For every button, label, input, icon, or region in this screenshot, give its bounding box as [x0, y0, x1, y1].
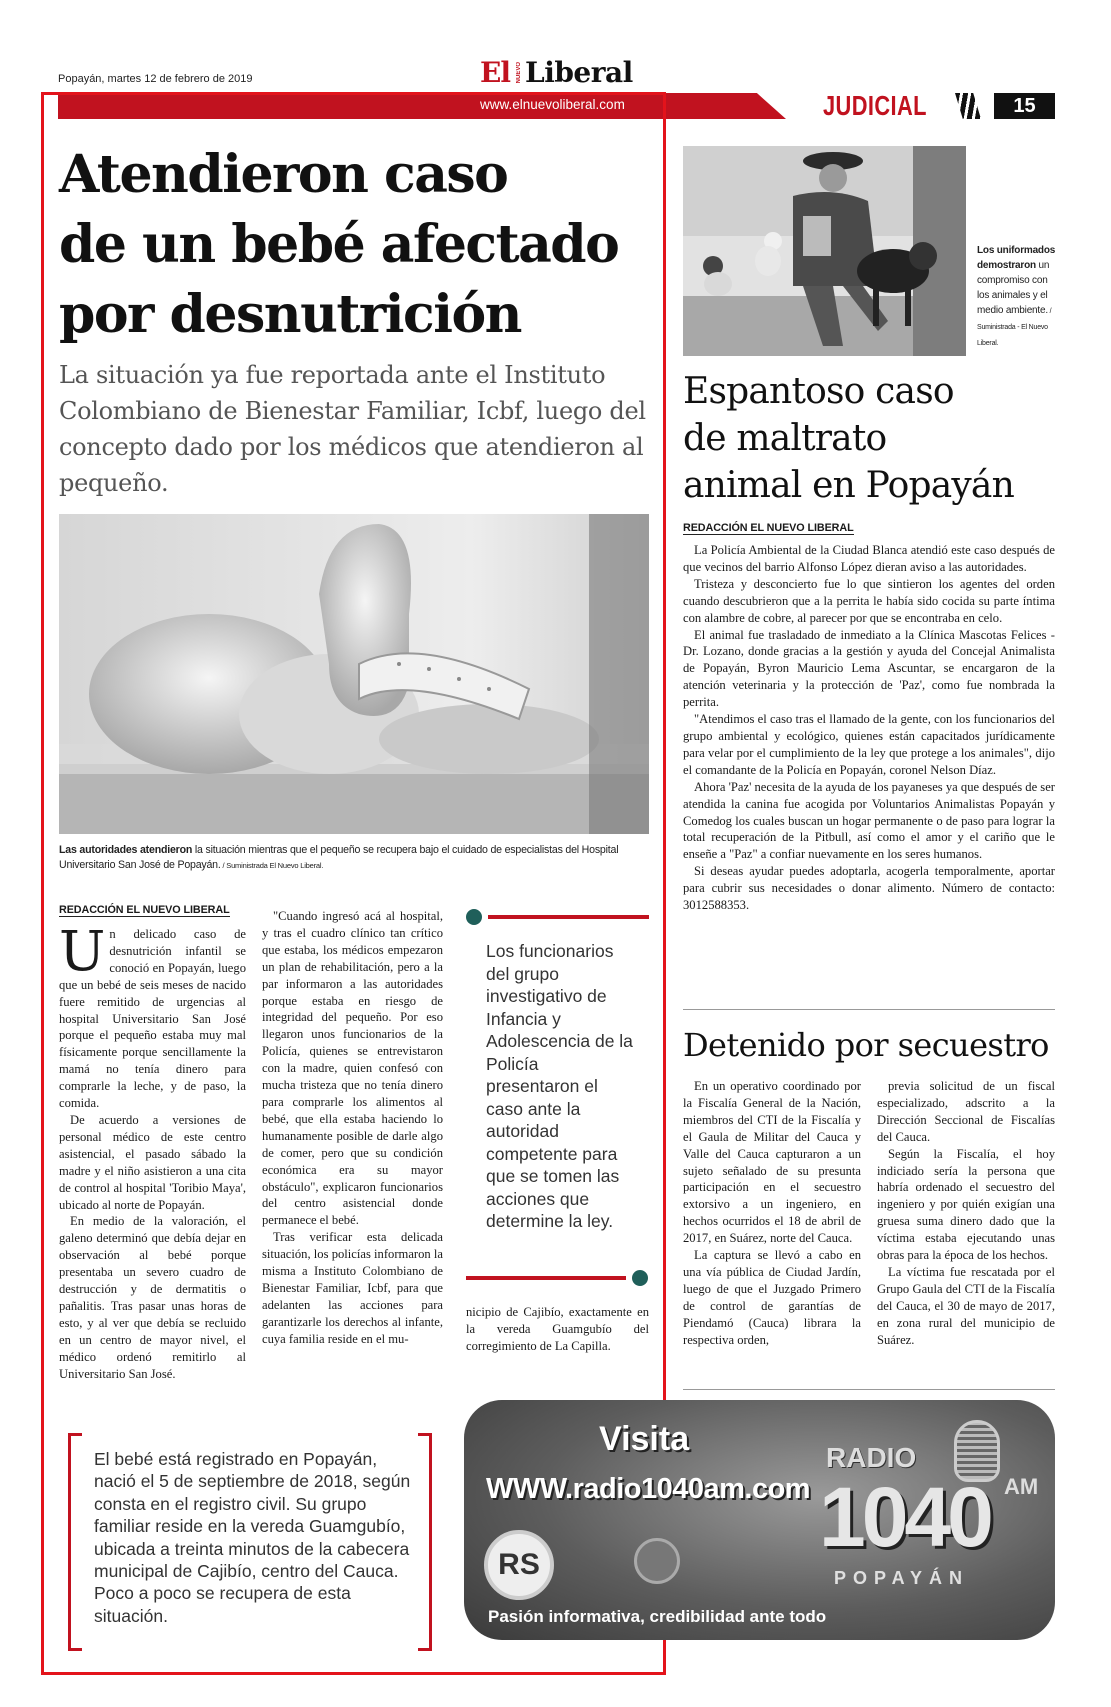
- section-divider-stripes: [955, 93, 981, 119]
- headline-line: por desnutrición: [59, 284, 521, 345]
- ad-city: POPAYÁN: [834, 1568, 970, 1588]
- paragraph: En medio de la valoración, el galeno determinó que debía dejar en observación al bebé porque presentaba un severo cuadro de destrucción y de dermatitis o pañalitis. Tras pasar unas horas de esto, y al ver que debía se recluido en un centro de mayor nivel, el médico ordenó remitirlo al Universitario San José.: [59, 1214, 246, 1381]
- column-divider: [683, 1389, 1055, 1390]
- police-with-dogs-illustration: [683, 146, 966, 356]
- main-subhead: La situación ya fue reportada ante el Instituto Colombiano de Bienestar Familiar, Icbf, luego del concepto dado por los médicos que atendieron al pequeño.: [59, 361, 646, 497]
- caption-bold: Los uniformados demostraron: [977, 245, 1056, 271]
- issue-date: Popayán, martes 12 de febrero de 2019: [58, 73, 253, 85]
- story2-body: [683, 542, 1055, 914]
- ad-radio: RADIO: [826, 1442, 917, 1473]
- ad-url[interactable]: WWW.radio1040am.com: [486, 1473, 811, 1505]
- broadcast-icon: [634, 1538, 680, 1584]
- logo-nuevo: NUEVO: [516, 62, 522, 84]
- headline-line: Espantoso caso: [683, 371, 954, 412]
- paragraph: previa solicitud de un fiscal especializado, adscrito a la Dirección Seccional de Fiscalías del Cauca.: [877, 1079, 1055, 1144]
- paragraph: En un operativo coordinado por la Fiscalía General de la Nación, miembros del CTI de la Fiscalía y el Gaula de Militar del Cauca y Valle del Cauca capturaron a un sujeto señalado de su presunta participación en el secuestro extorsivo a un ingeniero, en hechos ocurridos el 18 de abril de 2017, en Suárez, norte del Cauca.: [683, 1079, 861, 1246]
- pullquote-dot: [466, 909, 482, 925]
- story2-headline: [683, 368, 1014, 509]
- paragraph: nicipio de Cajibío, exactamente en la vereda Guamgubío del corregimiento de La Capilla.: [466, 1305, 649, 1353]
- story2-byline: REDACCIÓN EL NUEVO LIBERAL: [683, 522, 854, 534]
- story3-col-2: [877, 1078, 1055, 1349]
- paragraph: Si deseas ayudar puedes adoptarla, acogerla temporalmente, aportar para cubrir sus necesidades o donar alimento. Número de contacto: 3012588353.: [683, 864, 1055, 913]
- paragraph: La víctima fue rescatada por el Grupo Gaula del CTI de la Fiscalía del Cauca, el 30 de mayo de 2017, en zona rural del municipio de Suárez.: [877, 1264, 1055, 1347]
- photo-caption: [59, 843, 649, 873]
- main-col-2: [262, 908, 443, 1348]
- paragraph: n delicado caso de desnutrición infantil se conoció en Popayán, luego que un bebé de seis meses de nacido fuere remitido de urgencias al hospital Universitario San José porque el pequeño estaba muy mal físicamente porque sencillamente la mamá no tenía dinero para comprarle la leche, y de paso, la comida.: [59, 927, 246, 1111]
- police-dog-photo: [683, 146, 966, 356]
- rs-logo: [484, 1530, 554, 1600]
- paragraph: La captura se llevó a cabo en una vía pública de Ciudad Jardín, luego de que el Juzgado Primero de control de garantías de Piendamó (Cauca) librara la respectiva orden,: [683, 1248, 861, 1347]
- website-url[interactable]: www.elnuevoliberal.com: [480, 97, 625, 112]
- logo-el: El: [480, 56, 510, 89]
- story2-photo-caption: [977, 243, 1057, 351]
- column-divider: [683, 1009, 1055, 1010]
- paragraph: "Cuando ingresó acá al hospital, y tras el cuadro clínico tan crítico que estaba, los médicos empezaron un plan de rehabilitación, pero a la par informaron a las autoridades porque estaba en riesgo de integridad del pequeño. Por eso llegaron unos funcionarios de la Policía, quienes se entrevistaron con la madre, quien confesó con mucha tristeza que no tenía dinero para comprarle los alimentos al bebé, que ella estaba haciendo lo humanamente posible de darle algo de comer, pero que su condición económica era su mayor obstáculo", explicaron funcionarios del centro asistencial donde permanece el bebé.: [262, 909, 443, 1228]
- ad-freq: 1040: [819, 1470, 990, 1564]
- rs-logo-text: RS: [498, 1548, 540, 1581]
- main-col-3: [466, 1304, 649, 1355]
- boxout-bracket-left: [68, 1433, 82, 1651]
- story3-col-1: [683, 1078, 861, 1349]
- baby-foot-illustration: [59, 514, 649, 834]
- pullquote: Los funcionarios del grupo investigativo de Infancia y Adolescencia de la Policía presentaron el caso ante la autoridad competente para que se tomen las acciones que determine la ley.: [486, 941, 633, 1231]
- main-headline: [59, 140, 618, 350]
- newspaper-logo: [480, 56, 640, 90]
- headline-line: animal en Popayán: [683, 465, 1014, 506]
- paragraph: Tras verificar esta delicada situación, los policías informaron la misma a Instituto Colombiano de Bienestar Familiar, Icbf, para que adelanten las acciones para garantizarle los derechos al infante, cuya familia reside en el mu-: [262, 1230, 443, 1346]
- radio-advertisement[interactable]: [464, 1400, 1055, 1640]
- paragraph: De acuerdo a versiones de personal médico de este centro asistencial, el pasado sábado la madre y el niño asistieron a una cita de control al hospital 'Toribio Maya', ubicado al norte de Popayán.: [59, 1112, 246, 1212]
- paragraph: La Policía Ambiental de la Ciudad Blanca atendió este caso después de que vecinos del barrio Alfonso López dieran aviso a las autoridades.: [683, 543, 1055, 574]
- caption-text: un compromiso con los animales y el medio ambiente.: [977, 260, 1050, 316]
- paragraph: El animal fue trasladado de inmediato a la Clínica Mascotas Felices - Dr. Lozano, donde gracias a la gestión y ayuda del Concejal Animalista de Popayán, Byron Mauricio Lema Ascuntar, se encargaron de la atención veterinaria y la protección de 'Paz', como fue nombrada la perrita.: [683, 627, 1055, 710]
- main-col-1: [59, 919, 246, 1382]
- headline-line: de maltrato: [683, 418, 887, 459]
- story3-headline: Detenido por secuestro: [683, 1026, 1049, 1064]
- boxout-text: El bebé está registrado en Popayán, nació el 5 de septiembre de 2018, según consta en el registro civil. Su grupo familiar reside en la vereda Guamgubío, ubicada a treinta minutos de la cabecera municipal de Cajibío, centro del Cauca. Poco a poco se recupera de esta situación.: [94, 1449, 411, 1626]
- headline-line: de un bebé afectado: [59, 214, 619, 275]
- paragraph: Según la Fiscalía, el hoy indiciado sería la persona que habría ordenado el secuestro del ingeniero y por quién exigían una gruesa suma dinero dado que la víctima estaba ejecutando unas obras para la época de los hechos.: [877, 1146, 1055, 1263]
- pullquote-top-rule: [466, 915, 649, 919]
- main-byline: REDACCIÓN EL NUEVO LIBERAL: [59, 904, 230, 916]
- ad-slogan: Pasión informativa, credibilidad ante todo: [488, 1607, 827, 1626]
- boxout-bracket-right: [418, 1433, 432, 1651]
- paragraph: "Atendimos el caso tras el llamado de la gente, con los funcionarios del grupo ambiental y ecológico, quienes están capacitados jurídicamente para velar por el cumplimiento de la ley que protege a los animales", dijo el comandante de la Policía en Popayán, coronel Nelson Díaz.: [683, 712, 1055, 777]
- headline-line: Atendieron caso: [59, 144, 508, 205]
- paragraph: Tristeza y desconcierto fue lo que sintieron los agentes del orden cuando descubrieron que a la perrita le había sido cocida su parte íntima con alambre de cobre, al parecer por que se encontraba en celo.: [683, 576, 1055, 625]
- baby-photo: [59, 514, 649, 834]
- section-label: JUDICIAL: [823, 90, 927, 121]
- ad-am: AM: [1004, 1474, 1039, 1499]
- page-number: 15: [994, 93, 1055, 119]
- pullquote-bottom-rule: [466, 1276, 649, 1280]
- ad-visita: Visita: [599, 1420, 690, 1458]
- caption-bold: Las autoridades atendieron: [59, 844, 193, 856]
- caption-credit: / Suministrada El Nuevo Liberal.: [220, 861, 324, 870]
- caption-text: la situación mientras que el pequeño se recupera bajo el cuidado de especialistas del Hospital Universitario San José de Popayán.: [59, 844, 619, 871]
- paragraph: Ahora 'Paz' necesita de la ayuda de los payaneses ya que después de ser atendida la canina fue acogida por Voluntarios Animalistas Popayán y Comedog los cuales buscan un hogar permanente o de paso para lograr la total recuperación de la Pitbull, así como el amor y el cariño que le enseñe a "Paz" a confiar nuevamente en los seres humanos.: [683, 779, 1055, 862]
- pullquote-dot: [632, 1270, 648, 1286]
- drop-cap: U: [59, 919, 106, 983]
- logo-liberal: Liberal: [525, 56, 633, 89]
- caption-credit: / Suministrada - El Nuevo Liberal.: [977, 308, 1052, 347]
